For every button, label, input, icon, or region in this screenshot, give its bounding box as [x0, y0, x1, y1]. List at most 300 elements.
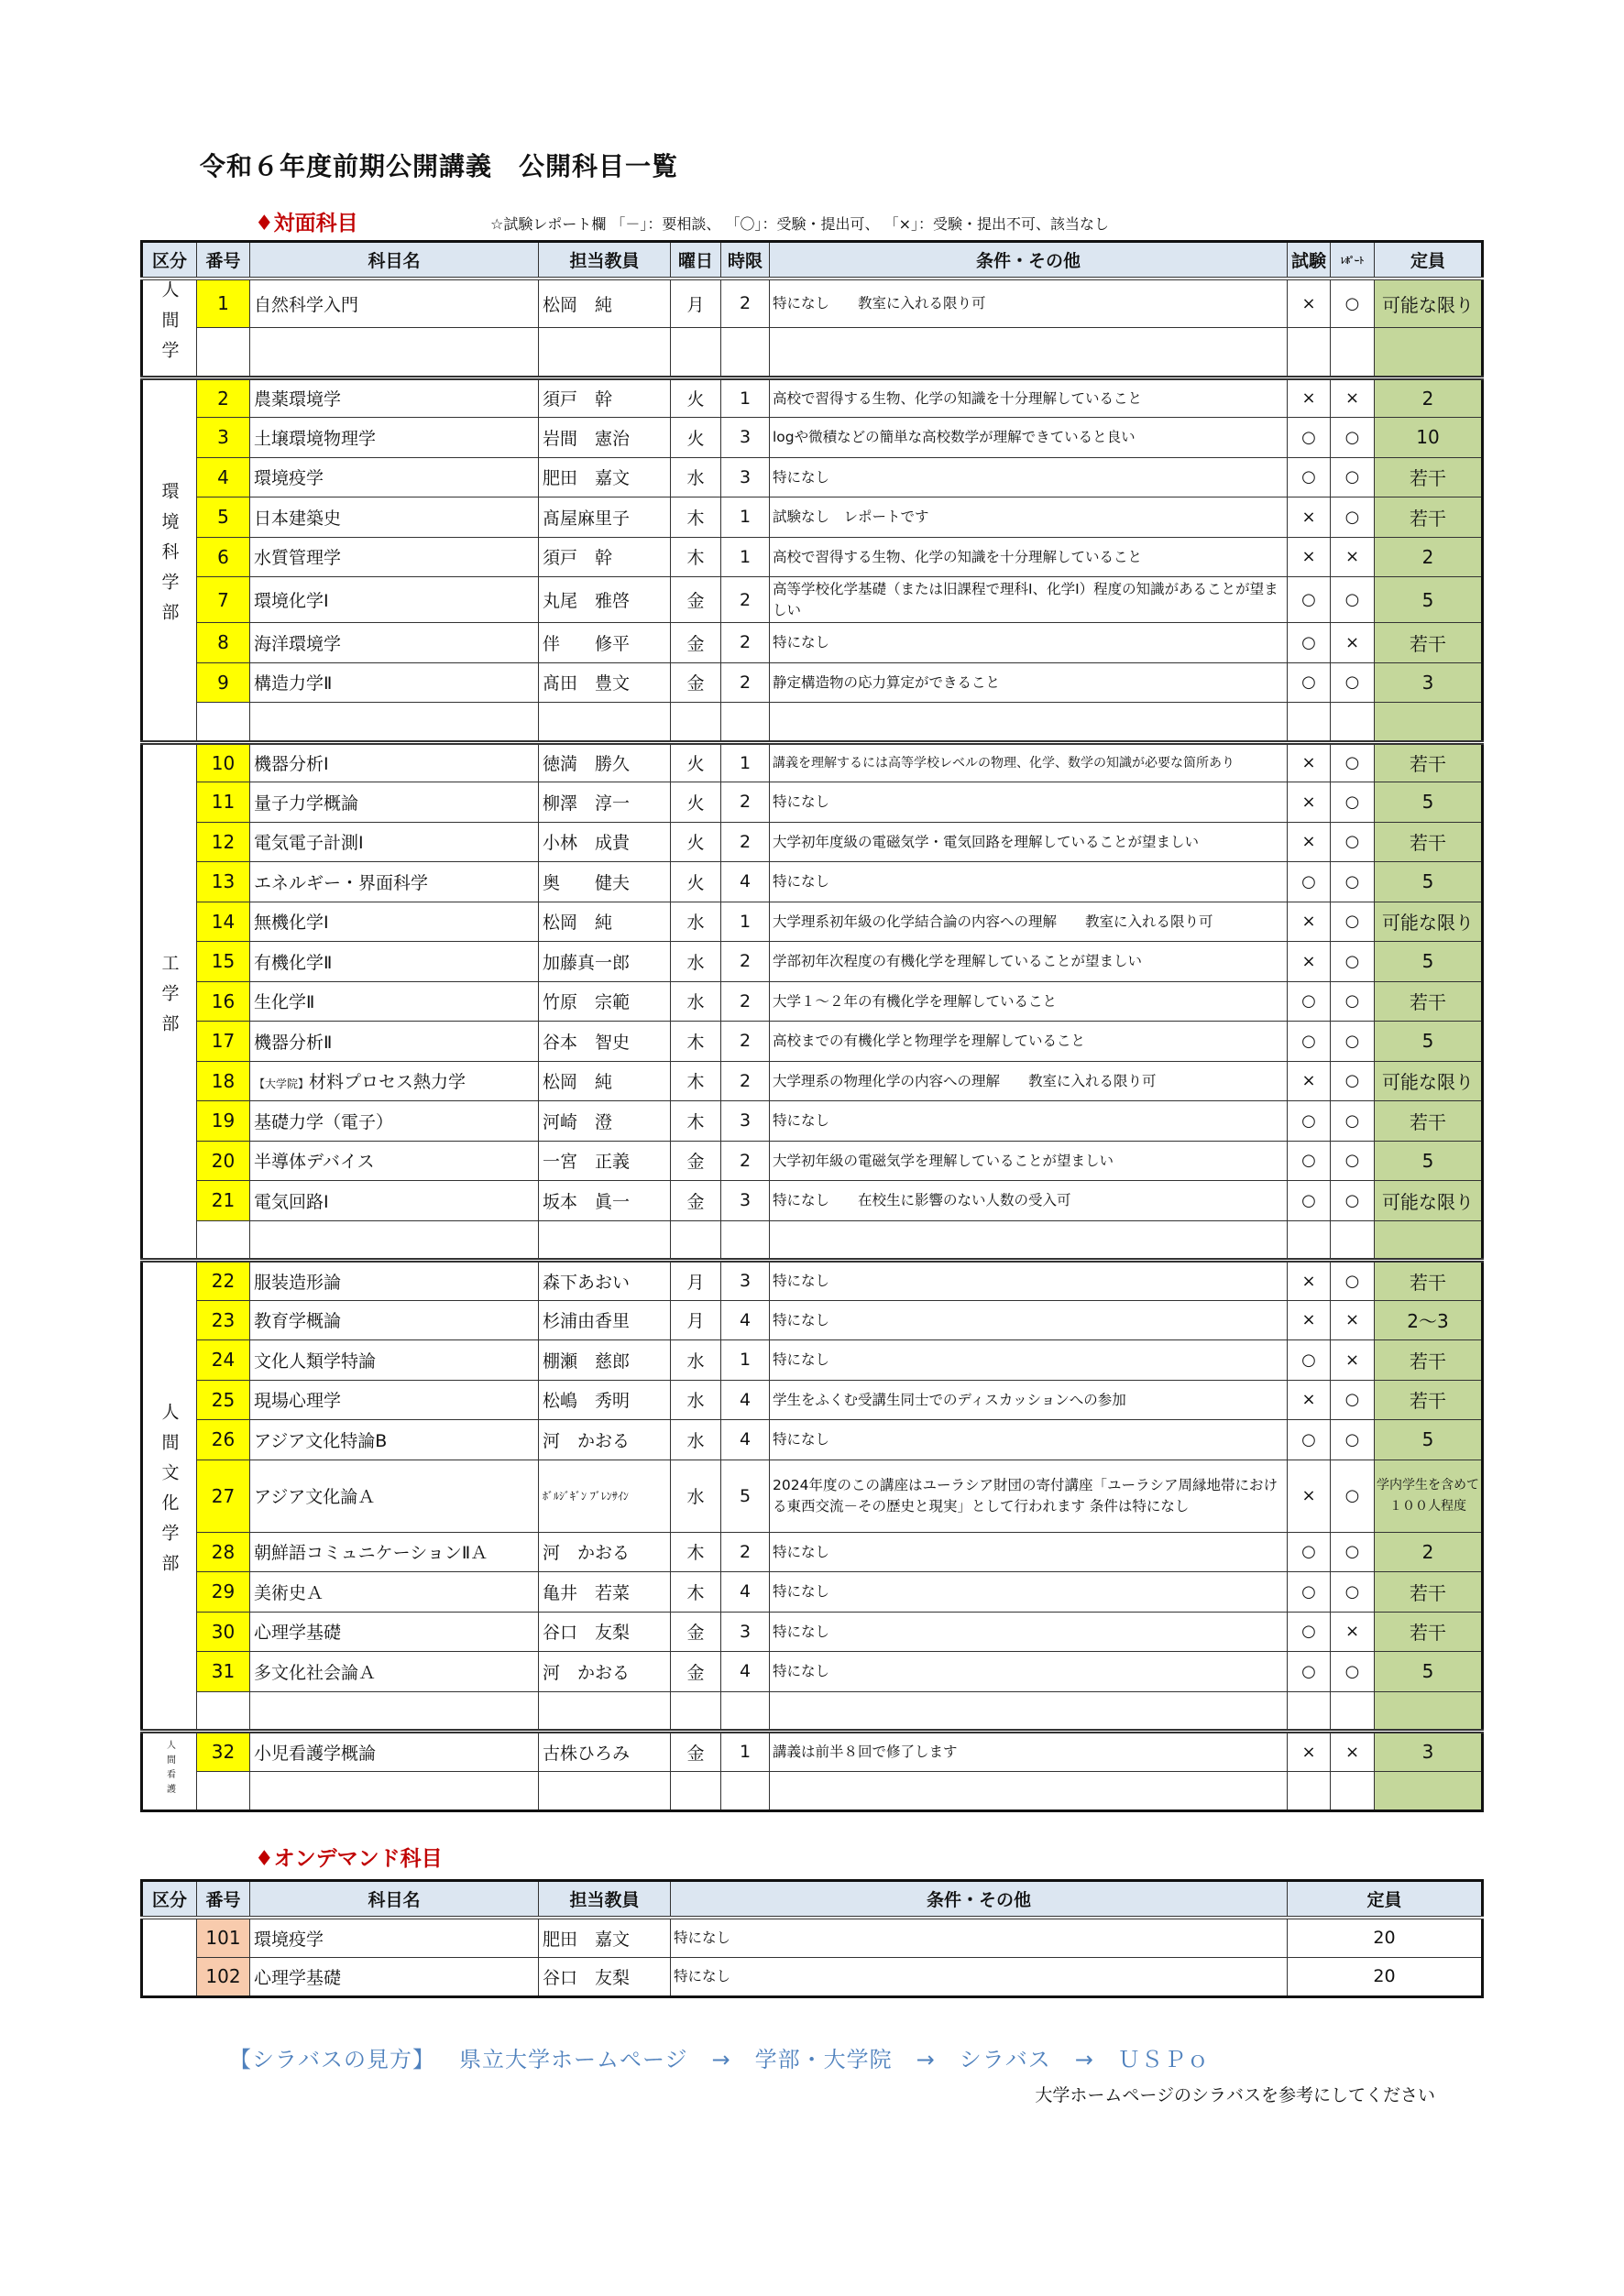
- course-name: [250, 457, 539, 497]
- report-mark: ○: [1331, 279, 1375, 328]
- course-name: [250, 822, 539, 862]
- period: 2: [721, 1061, 770, 1101]
- column-header: 担当教員: [539, 242, 671, 279]
- exam-mark: ×: [1288, 497, 1331, 538]
- category-cell: [142, 1261, 197, 1732]
- report-mark: ○: [1331, 1141, 1375, 1181]
- teacher: 須戸 幹: [539, 377, 671, 418]
- course-number: 18: [197, 1061, 250, 1101]
- period: 4: [721, 862, 770, 902]
- report-mark: ×: [1331, 1340, 1375, 1381]
- category-cell: [142, 279, 197, 378]
- conditions: logや微積などの簡単な高校数学が理解できていると良い: [770, 418, 1288, 458]
- report-mark: ○: [1331, 1652, 1375, 1692]
- capacity: 若干: [1375, 457, 1483, 497]
- capacity: 学内学生を含めて１００人程度: [1375, 1460, 1483, 1532]
- report-mark: ○: [1331, 742, 1375, 782]
- blank-cell: [539, 1691, 671, 1732]
- teacher: 竹原 宗範: [539, 981, 671, 1022]
- conditions: 大学１～２年の有機化学を理解していること: [770, 981, 1288, 1022]
- report-mark: ○: [1331, 662, 1375, 703]
- category-label: 人間看護: [164, 1740, 175, 1799]
- capacity: 3: [1375, 662, 1483, 703]
- report-mark: ×: [1331, 623, 1375, 663]
- day: 木: [671, 1061, 721, 1101]
- course-name-text: 半導体デバイス: [254, 1152, 375, 1173]
- day: 火: [671, 782, 721, 823]
- teacher: 奥 健夫: [539, 862, 671, 902]
- conditions: 講義は前半８回で修了します: [770, 1732, 1288, 1772]
- course-number: 6: [197, 537, 250, 577]
- capacity: 5: [1375, 1420, 1483, 1460]
- day: 金: [671, 623, 721, 663]
- exam-mark: ○: [1288, 623, 1331, 663]
- blank-cell: [671, 328, 721, 377]
- table-row: [142, 1300, 1483, 1340]
- course-number: 26: [197, 1420, 250, 1460]
- course-name: [250, 1022, 539, 1062]
- blank-cell: [770, 1691, 1288, 1732]
- period: 4: [721, 1380, 770, 1420]
- course-name: [250, 1460, 539, 1532]
- column-header: 条件・その他: [770, 242, 1288, 279]
- table-row: [142, 1380, 1483, 1420]
- exam-mark: ×: [1288, 1732, 1331, 1772]
- blank-row: [142, 1691, 1483, 1732]
- conditions: 大学理系初年級の化学結合論の内容への理解 教室に入れる限り可: [770, 902, 1288, 942]
- table-row: [142, 1340, 1483, 1381]
- teacher: 髙屋麻里子: [539, 497, 671, 538]
- category-cell: [142, 1732, 197, 1811]
- conditions: 特になし: [770, 1572, 1288, 1613]
- blank-cell: [1288, 1220, 1331, 1261]
- course-number: 16: [197, 981, 250, 1022]
- category-label: 人間文化学部: [159, 1403, 180, 1584]
- course-number: 102: [197, 1957, 250, 1997]
- table-row: [142, 1420, 1483, 1460]
- table-row: [142, 662, 1483, 703]
- blank-cell: [770, 1220, 1288, 1261]
- period: 3: [721, 1101, 770, 1142]
- course-name-text: 環境疫学: [254, 468, 324, 489]
- course-number: 3: [197, 418, 250, 458]
- blank-cell: [671, 1771, 721, 1811]
- blank-row: [142, 703, 1483, 743]
- report-mark: ○: [1331, 862, 1375, 902]
- course-name: [250, 1612, 539, 1652]
- course-number: 31: [197, 1652, 250, 1692]
- teacher: 谷口 友梨: [539, 1957, 671, 1997]
- course-name-text: 水質管理学: [254, 548, 342, 569]
- course-number: 101: [197, 1918, 250, 1958]
- category-cell: [142, 1918, 197, 1997]
- conditions: 特になし: [671, 1918, 1288, 1958]
- day: 金: [671, 1141, 721, 1181]
- column-header: ﾚﾎﾟｰﾄ: [1331, 242, 1375, 279]
- course-number: 21: [197, 1181, 250, 1221]
- report-mark: ○: [1331, 1261, 1375, 1301]
- day: 水: [671, 902, 721, 942]
- capacity: 2: [1375, 1532, 1483, 1572]
- footer-note: 大学ホームページのシラバスを参考にしてください: [1035, 2085, 1435, 2105]
- column-header: 条件・その他: [671, 1881, 1288, 1918]
- period: 5: [721, 1460, 770, 1532]
- table-row: [142, 457, 1483, 497]
- day: 月: [671, 279, 721, 328]
- conditions: 大学初年級の電磁気学を理解していることが望ましい: [770, 1141, 1288, 1181]
- column-header: 定員: [1288, 1881, 1483, 1918]
- report-mark: ○: [1331, 1420, 1375, 1460]
- course-name-text: 電気回路Ⅰ: [254, 1191, 329, 1212]
- period: 1: [721, 497, 770, 538]
- table-row: [142, 497, 1483, 538]
- conditions: 特になし: [770, 623, 1288, 663]
- day: 木: [671, 497, 721, 538]
- blank-cell: [1375, 328, 1483, 377]
- table-row: [142, 822, 1483, 862]
- day: 木: [671, 537, 721, 577]
- course-name: [250, 902, 539, 942]
- capacity: 可能な限り: [1375, 279, 1483, 328]
- course-name-text: 多文化社会論Ａ: [254, 1662, 377, 1683]
- conditions: 特になし: [770, 1261, 1288, 1301]
- exam-mark: ×: [1288, 942, 1331, 982]
- course-name-text: 無機化学Ⅰ: [254, 913, 329, 934]
- day: 火: [671, 862, 721, 902]
- teacher: 丸尾 雅啓: [539, 577, 671, 623]
- exam-mark: ○: [1288, 1181, 1331, 1221]
- period: 3: [721, 1612, 770, 1652]
- capacity: 若干: [1375, 1101, 1483, 1142]
- course-name: [250, 1061, 539, 1101]
- table-row: [142, 782, 1483, 823]
- category-cell: [142, 742, 197, 1261]
- period: 2: [721, 662, 770, 703]
- capacity: 可能な限り: [1375, 1181, 1483, 1221]
- blank-cell: [250, 1771, 539, 1811]
- course-name-text: 基礎力学（電子）: [254, 1111, 394, 1132]
- period: 2: [721, 279, 770, 328]
- table-row: [142, 623, 1483, 663]
- blank-cell: [1288, 1691, 1331, 1732]
- period: 1: [721, 1340, 770, 1381]
- day: 金: [671, 577, 721, 623]
- course-number: 32: [197, 1732, 250, 1772]
- conditions: 特になし: [770, 1340, 1288, 1381]
- blank-cell: [721, 1771, 770, 1811]
- course-name-text: 服装造形論: [254, 1272, 342, 1293]
- day: 木: [671, 1022, 721, 1062]
- teacher: 松岡 純: [539, 902, 671, 942]
- course-number: 28: [197, 1532, 250, 1572]
- table-row: [142, 537, 1483, 577]
- table-row: [142, 942, 1483, 982]
- course-name-text: 現場心理学: [254, 1391, 342, 1412]
- blank-cell: [250, 328, 539, 377]
- exam-mark: ○: [1288, 577, 1331, 623]
- period: 2: [721, 1141, 770, 1181]
- day: 金: [671, 1732, 721, 1772]
- table-row: [142, 981, 1483, 1022]
- teacher: 森下あおい: [539, 1261, 671, 1301]
- blank-cell: [250, 1691, 539, 1732]
- exam-mark: ○: [1288, 1420, 1331, 1460]
- column-header: 定員: [1375, 242, 1483, 279]
- exam-mark: ×: [1288, 822, 1331, 862]
- report-mark: ○: [1331, 418, 1375, 458]
- blank-cell: [250, 1220, 539, 1261]
- day: 水: [671, 1460, 721, 1532]
- table-row: [142, 1532, 1483, 1572]
- teacher: 棚瀬 慈郎: [539, 1340, 671, 1381]
- period: 4: [721, 1420, 770, 1460]
- conditions: 静定構造物の応力算定ができること: [770, 662, 1288, 703]
- capacity: 可能な限り: [1375, 902, 1483, 942]
- course-name: [250, 1300, 539, 1340]
- exam-mark: ○: [1288, 1022, 1331, 1062]
- period: 4: [721, 1300, 770, 1340]
- course-number: 7: [197, 577, 250, 623]
- course-name: [250, 1141, 539, 1181]
- course-name-text: 心理学基礎: [254, 1623, 342, 1644]
- day: 水: [671, 942, 721, 982]
- course-number: 14: [197, 902, 250, 942]
- teacher: 古株ひろみ: [539, 1732, 671, 1772]
- blank-cell: [1331, 1220, 1375, 1261]
- course-name-text: 教育学概論: [254, 1311, 342, 1332]
- course-name-text: 文化人類学特論: [254, 1350, 377, 1372]
- period: 3: [721, 457, 770, 497]
- exam-mark: ○: [1288, 1141, 1331, 1181]
- day: 金: [671, 1181, 721, 1221]
- table-row: [142, 1572, 1483, 1613]
- period: 3: [721, 1181, 770, 1221]
- blank-cell: [1375, 1771, 1483, 1811]
- capacity: 若干: [1375, 623, 1483, 663]
- exam-mark: ×: [1288, 377, 1331, 418]
- table-row: [142, 1460, 1483, 1532]
- course-name: [250, 1261, 539, 1301]
- exam-mark: ×: [1288, 537, 1331, 577]
- conditions: 試験なし レポートです: [770, 497, 1288, 538]
- exam-mark: ×: [1288, 1261, 1331, 1301]
- course-number: 15: [197, 942, 250, 982]
- blank-cell: [1375, 703, 1483, 743]
- exam-mark: ○: [1288, 1532, 1331, 1572]
- report-mark: ○: [1331, 782, 1375, 823]
- report-mark: ○: [1331, 1061, 1375, 1101]
- table-row: [142, 377, 1483, 418]
- conditions: 特になし: [770, 862, 1288, 902]
- day: 火: [671, 418, 721, 458]
- report-mark: ×: [1331, 537, 1375, 577]
- course-number: 29: [197, 1572, 250, 1613]
- exam-mark: ×: [1288, 279, 1331, 328]
- blank-cell: [539, 328, 671, 377]
- capacity: 5: [1375, 1652, 1483, 1692]
- exam-mark: ○: [1288, 1572, 1331, 1613]
- blank-cell: [539, 1220, 671, 1261]
- teacher: 肥田 嘉文: [539, 457, 671, 497]
- teacher: ﾎﾞﾙｼﾞｷﾞﾝ ﾌﾞﾚﾝｻｲﾝ: [539, 1460, 671, 1532]
- blank-cell: [197, 1220, 250, 1261]
- path-step: シラバス: [959, 2047, 1051, 2072]
- day: 水: [671, 981, 721, 1022]
- blank-cell: [197, 703, 250, 743]
- day: 水: [671, 457, 721, 497]
- teacher: 柳澤 淳一: [539, 782, 671, 823]
- teacher: 河崎 澄: [539, 1101, 671, 1142]
- teacher: 徳満 勝久: [539, 742, 671, 782]
- teacher: 一宮 正義: [539, 1141, 671, 1181]
- table-row: [142, 1101, 1483, 1142]
- blank-cell: [770, 703, 1288, 743]
- blank-cell: [671, 703, 721, 743]
- course-number: 10: [197, 742, 250, 782]
- capacity: 2～3: [1375, 1300, 1483, 1340]
- exam-mark: ×: [1288, 1061, 1331, 1101]
- exam-mark: ○: [1288, 862, 1331, 902]
- syllabus-path: [229, 2041, 1234, 2073]
- exam-mark: ×: [1288, 1380, 1331, 1420]
- course-name-text: エネルギー・界面科学: [254, 872, 429, 893]
- course-name: [250, 862, 539, 902]
- blank-cell: [770, 1771, 1288, 1811]
- blank-cell: [1288, 1771, 1331, 1811]
- blank-cell: [1288, 703, 1331, 743]
- course-number: 25: [197, 1380, 250, 1420]
- exam-mark: ○: [1288, 1612, 1331, 1652]
- conditions: 高校で習得する生物、化学の知識を十分理解していること: [770, 537, 1288, 577]
- blank-row: [142, 1220, 1483, 1261]
- report-mark: ○: [1331, 981, 1375, 1022]
- period: 2: [721, 782, 770, 823]
- course-name-text: 美術史Ａ: [254, 1582, 324, 1603]
- category-label: 環境科学部: [159, 482, 180, 633]
- blank-cell: [721, 1691, 770, 1732]
- exam-mark: ○: [1288, 1652, 1331, 1692]
- table-row: [142, 279, 1483, 328]
- blank-cell: [1331, 1771, 1375, 1811]
- report-mark: ○: [1331, 457, 1375, 497]
- blank-cell: [1331, 703, 1375, 743]
- column-header: 科目名: [250, 1881, 539, 1918]
- course-name-text: 海洋環境学: [254, 633, 342, 654]
- course-number: 27: [197, 1460, 250, 1532]
- conditions: 特になし: [770, 782, 1288, 823]
- course-name-text: 小児看護学概論: [254, 1743, 377, 1764]
- blank-cell: [1331, 328, 1375, 377]
- course-name: 環境疫学: [250, 1918, 539, 1958]
- capacity: 2: [1375, 537, 1483, 577]
- course-number: 4: [197, 457, 250, 497]
- report-mark: ○: [1331, 1101, 1375, 1142]
- teacher: 須戸 幹: [539, 537, 671, 577]
- blank-row: [142, 328, 1483, 377]
- arrow-icon: →: [1074, 2047, 1094, 2072]
- conditions: 特になし 在校生に影響のない人数の受入可: [770, 1181, 1288, 1221]
- course-name-text: 土壌環境物理学: [254, 428, 377, 449]
- period: 4: [721, 1572, 770, 1613]
- blank-cell: [721, 703, 770, 743]
- table-row: [142, 1957, 1483, 1997]
- period: 1: [721, 742, 770, 782]
- blank-cell: [197, 1691, 250, 1732]
- teacher: 河 かおる: [539, 1532, 671, 1572]
- teacher: 松岡 純: [539, 279, 671, 328]
- day: 水: [671, 1340, 721, 1381]
- conditions: 特になし: [770, 1652, 1288, 1692]
- conditions: 2024年度のこの講座はユーラシア財団の寄付講座「ユーラシア周縁地帯における東西交流－その歴史と現実」として行われます 条件は特になし: [770, 1460, 1288, 1532]
- category-cell: [142, 377, 197, 742]
- course-name: [250, 279, 539, 328]
- day: 火: [671, 377, 721, 418]
- conditions: 特になし: [770, 1101, 1288, 1142]
- course-name-text: 電気電子計測Ⅰ: [254, 833, 364, 854]
- conditions: 特になし: [671, 1957, 1288, 1997]
- path-step: 【シラバスの見方】: [229, 2047, 435, 2072]
- day: 月: [671, 1300, 721, 1340]
- course-name-text: 環境化学Ⅰ: [254, 591, 329, 611]
- blank-cell: [197, 1771, 250, 1811]
- capacity: 20: [1288, 1918, 1483, 1958]
- column-header: 区分: [142, 1881, 197, 1918]
- course-name-text: 材料プロセス熱力学: [309, 1072, 466, 1093]
- face-to-face-table: [140, 240, 1484, 1812]
- course-number: 12: [197, 822, 250, 862]
- teacher: 松嶋 秀明: [539, 1380, 671, 1420]
- blank-cell: [671, 1691, 721, 1732]
- capacity: 5: [1375, 1141, 1483, 1181]
- report-mark: ○: [1331, 497, 1375, 538]
- exam-mark: ×: [1288, 782, 1331, 823]
- course-name: [250, 1572, 539, 1613]
- period: 1: [721, 1732, 770, 1772]
- teacher: 加藤真一郎: [539, 942, 671, 982]
- arrow-icon: →: [711, 2047, 731, 2072]
- conditions: 講義を理解するには高等学校レベルの物理、化学、数学の知識が必要な箇所あり: [770, 742, 1288, 782]
- column-header: 曜日: [671, 242, 721, 279]
- capacity: 10: [1375, 418, 1483, 458]
- path-step: 学部・大学院: [754, 2047, 893, 2072]
- course-name: [250, 782, 539, 823]
- period: 1: [721, 537, 770, 577]
- conditions: 学部初年次程度の有機化学を理解していることが望ましい: [770, 942, 1288, 982]
- report-mark: ○: [1331, 942, 1375, 982]
- table-row: [142, 1141, 1483, 1181]
- course-name-text: 有機化学Ⅱ: [254, 952, 333, 973]
- table-row: [142, 902, 1483, 942]
- conditions: 特になし: [770, 1612, 1288, 1652]
- course-number: 24: [197, 1340, 250, 1381]
- course-name: [250, 418, 539, 458]
- path-step: ＵＳＰｏ: [1117, 2047, 1210, 2072]
- blank-cell: [1331, 1691, 1375, 1732]
- course-prefix: 【大学院】: [254, 1077, 310, 1091]
- table-row: [142, 1918, 1483, 1958]
- teacher: 小林 成貴: [539, 822, 671, 862]
- blank-cell: [1375, 1220, 1483, 1261]
- capacity: 若干: [1375, 1261, 1483, 1301]
- course-name-text: 機器分析Ⅰ: [254, 754, 329, 775]
- teacher: 河 かおる: [539, 1652, 671, 1692]
- period: 2: [721, 942, 770, 982]
- conditions: 大学初年度級の電磁気学・電気回路を理解していることが望ましい: [770, 822, 1288, 862]
- course-name-text: 量子力学概論: [254, 793, 359, 814]
- capacity: 若干: [1375, 497, 1483, 538]
- exam-mark: ×: [1288, 1300, 1331, 1340]
- table-row: [142, 1022, 1483, 1062]
